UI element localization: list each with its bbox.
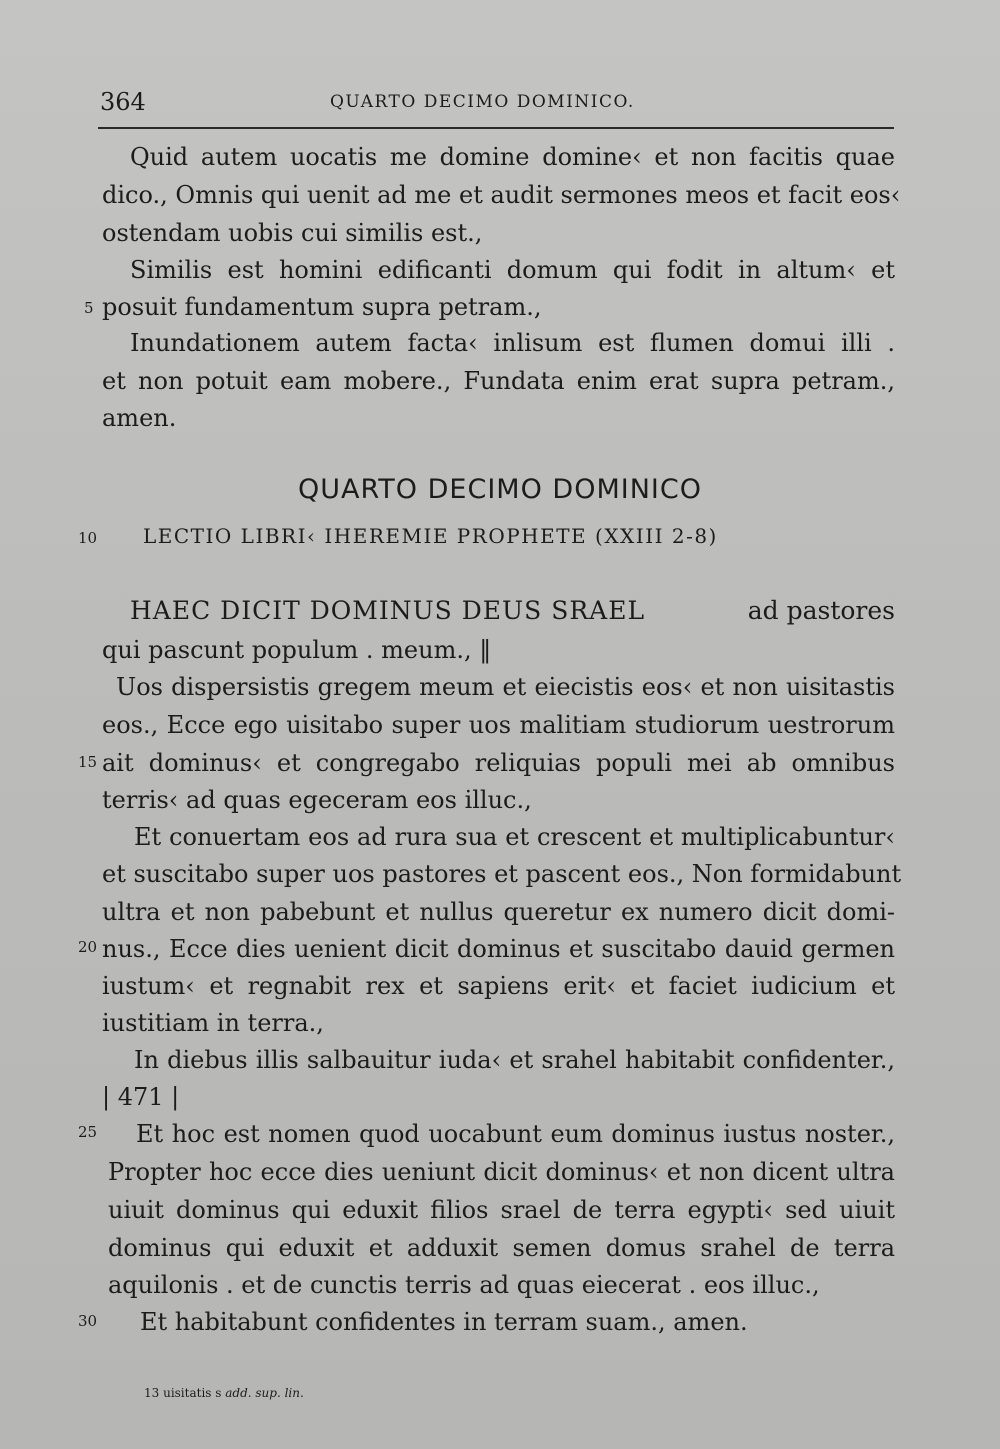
text-line: ait dominus‹ et congregabo reliquias populi mei ab omnibus [102, 749, 895, 777]
opening-caps: HAEC DICIT DOMINUS DEUS SRAEL [130, 596, 646, 625]
text-line: Quid autem uocatis me domine domine‹ et non facitis quae [130, 143, 895, 171]
text-line: dominus qui eduxit et adduxit semen domus srahel de terra [108, 1234, 895, 1262]
text-line: Et habitabunt confidentes in terram suam., amen. [140, 1308, 748, 1336]
manuscript-folio-marker: | 471 | [102, 1083, 180, 1111]
line-number: 20 [78, 938, 98, 956]
text-line: Inundationem autem facta‹ inlisum est flumen domui illi . [130, 329, 895, 357]
text-line: Et hoc est nomen quod uocabunt eum dominus iustus noster., [136, 1120, 895, 1148]
text-line: nus., Ecce dies uenient dicit dominus et suscitabo dauid germen [102, 935, 895, 963]
text-line: ostendam uobis cui similis est., [102, 219, 483, 247]
text-line: eos., Ecce ego uisitabo super uos malitiam studiorum uestrorum [102, 711, 895, 739]
opening-line [130, 596, 895, 626]
section-title: QUARTO DECIMO DOMINICO [298, 474, 702, 505]
text-line: posuit fundamentum supra petram., [102, 293, 542, 321]
line-number: 25 [78, 1123, 98, 1141]
text-line: Similis est homini edificanti domum qui fodit in altum‹ et [130, 256, 895, 284]
text-line: Uos dispersistis gregem meum et eiecistis eos‹ et non uisitastis [116, 673, 895, 701]
text-line: terris‹ ad quas egeceram eos illuc., [102, 786, 532, 814]
text-line: In diebus illis salbauitur iuda‹ et srahel habitabit confidenter., [134, 1046, 895, 1074]
text-line: iustitiam in terra., [102, 1009, 324, 1037]
lectio-heading: LECTIO LIBRI‹ IHEREMIE PROPHETE (XXIII 2-8) [143, 524, 718, 548]
line-number: 10 [78, 529, 98, 547]
line-number: 30 [78, 1312, 98, 1330]
text-line: ultra et non pabebunt et nullus queretur ex numero dicit domi- [102, 898, 895, 926]
text-line: iustum‹ et regnabit rex et sapiens erit‹ et faciet iudicium et [102, 972, 895, 1000]
footnote-text: 13 uisitatis s [144, 1386, 222, 1400]
line-number: 15 [78, 753, 98, 771]
text-line: Et conuertam eos ad rura sua et crescent et multiplicabuntur‹ [134, 823, 895, 851]
text-line: amen. [102, 404, 177, 432]
text-line: aquilonis . et de cunctis terris ad quas eiecerat . eos illuc., [108, 1271, 820, 1299]
page-number: 364 [100, 88, 146, 116]
text-line: et non potuit eam mobere., Fundata enim erat supra petram., [102, 367, 895, 395]
text-line: uiuit dominus qui eduxit filios srael de terra egypti‹ sed uiuit [108, 1196, 895, 1224]
text-line: et suscitabo super uos pastores et pascent eos., Non formidabunt [102, 860, 902, 888]
line-number: 5 [84, 299, 94, 317]
opening-rest: ad pastores [747, 596, 895, 625]
header-rule [98, 127, 894, 129]
running-title: QUARTO DECIMO DOMINICO. [330, 92, 635, 112]
footnote [144, 1386, 304, 1400]
text-line: Propter hoc ecce dies ueniunt dicit dominus‹ et non dicent ultra [108, 1158, 895, 1186]
text-line: qui pascunt populum . meum., ‖ [102, 636, 492, 664]
footnote-italic: add. sup. lin. [225, 1386, 304, 1400]
text-line: dico., Omnis qui uenit ad me et audit sermones meos et facit eos‹ [102, 181, 901, 209]
